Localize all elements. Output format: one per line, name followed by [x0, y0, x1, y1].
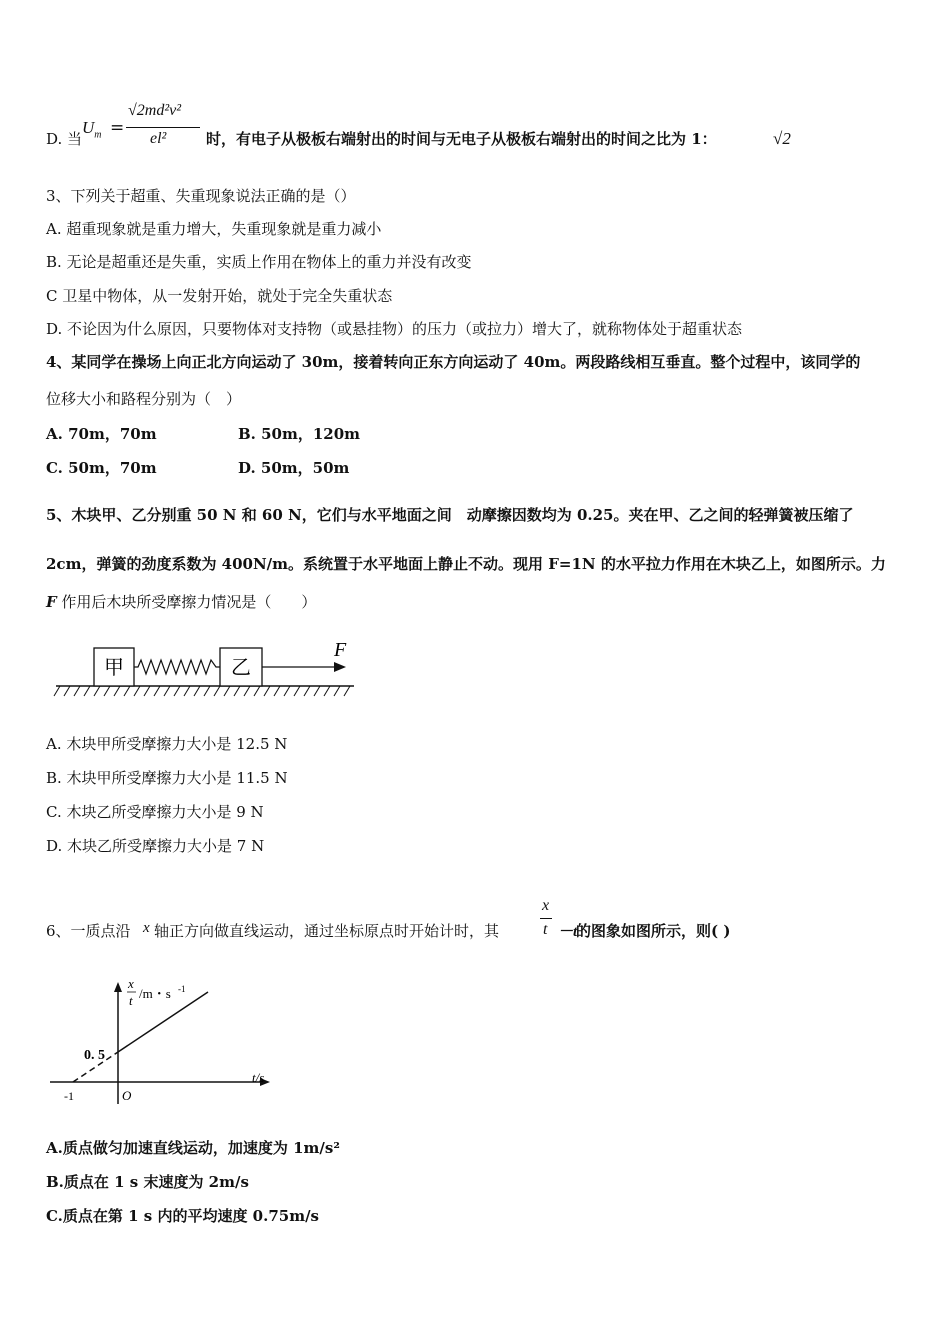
formula-equals: = [110, 118, 125, 138]
force-label: F [334, 639, 347, 661]
q6-var-x: x [143, 920, 150, 936]
q6-stem-suffix: 的图象如图所示，则( ) [576, 922, 731, 940]
q3-option-a: A. 超重现象就是重力增大，失重现象就是重力减小 [46, 220, 382, 238]
block-yi-label: 乙 [231, 657, 251, 679]
y-axis-label-num: x [128, 976, 134, 991]
q6-option-b: B.质点在 1 s 末速度为 2m/s [46, 1173, 249, 1191]
x-axis-label: t/s [252, 1070, 265, 1085]
q4-stem-line2: 位移大小和路程分别为（ ） [46, 390, 242, 408]
q3-option-c: C 卫星中物体，从一发射开始，就处于完全失重状态 [46, 287, 393, 305]
q5-spring-block-figure [50, 636, 360, 702]
force-arrow-head [334, 662, 346, 672]
q5-stem-line2: 2cm，弹簧的劲度系数为 400N/m。系统置于水平地面上静止不动。现用 F=1N 的水平拉力作用在木块乙上，如图所示。力 [46, 555, 886, 573]
q2-option-d-suffix: 时，有电子从极板右端射出的时间与无电子从极板右端射出的时间之比为 1： [206, 130, 717, 148]
q4-option-a: A. 70m，70m [46, 425, 157, 443]
q6-stem-mid: 轴正方向做直线运动，通过坐标原点时开始计时，其 [154, 922, 500, 940]
q3-stem: 3、下列关于超重、失重现象说法正确的是（） [46, 187, 356, 205]
q4-option-c: C. 50m，70m [46, 459, 157, 477]
q3-option-d: D. 不论因为什么原因，只要物体对支持物（或悬挂物）的压力（或拉力）增大了，就称物体处于超重状态 [46, 320, 743, 338]
formula-denominator: el² [150, 130, 167, 147]
q4-stem-line1: 4、某同学在操场上向正北方向运动了 30m，接着转向正东方向运动了 40m。两段路线相互垂直。整个过程中，该同学的 [46, 353, 861, 371]
y-axis-unit: /m・s [139, 986, 171, 1001]
formula-fraction-bar [126, 127, 200, 128]
spring [134, 660, 220, 674]
q6-xt-t-graph [46, 974, 286, 1110]
q5-force-var: F [46, 593, 57, 611]
y-axis-unit-exp: -1 [178, 984, 186, 994]
q5-stem-line3-rest: 作用后木块所受摩擦力情况是（ ） [56, 593, 317, 611]
y-axis-arrow [114, 982, 122, 992]
y-axis-label-den: t [129, 993, 133, 1008]
origin-label: O [122, 1088, 132, 1103]
q6-dash-t: －t [558, 924, 578, 940]
q4-option-b: B. 50m，120m [238, 425, 361, 443]
q5-option-b: B. 木块甲所受摩擦力大小是 11.5 N [46, 769, 288, 787]
q2-option-d-ratio: √2 [773, 129, 791, 148]
formula-numerator: √2md²v² [128, 102, 182, 119]
q6-option-c: C.质点在第 1 s 内的平均速度 0.75m/s [46, 1207, 319, 1225]
q6-stem-prefix: 6、一质点沿 [46, 922, 131, 940]
q5-option-d: D. 木块乙所受摩擦力大小是 7 N [46, 837, 265, 855]
intercept-x-label: -1 [64, 1089, 74, 1103]
q6-stem [46, 894, 906, 944]
q5-option-a: A. 木块甲所受摩擦力大小是 12.5 N [46, 735, 288, 753]
q6-frac-num: x [542, 897, 550, 914]
q4-option-d: D. 50m，50m [238, 459, 350, 477]
q6-frac-den: t [543, 921, 548, 938]
intercept-y-label: 0. 5 [84, 1048, 105, 1063]
q3-option-b: B. 无论是超重还是失重，实质上作用在物体上的重力并没有改变 [46, 253, 472, 271]
q6-frac-bar [540, 918, 552, 919]
q5-stem-line3 [46, 592, 316, 612]
q2-option-d-prefix: D. 当 [46, 130, 83, 148]
block-jia-label: 甲 [104, 657, 124, 679]
ground-hatch [54, 686, 350, 696]
formula-lhs: $U_m$ [82, 118, 102, 141]
q2-option-d [46, 96, 906, 156]
q5-option-c: C. 木块乙所受摩擦力大小是 9 N [46, 803, 264, 821]
q5-stem-line1: 5、木块甲、乙分别重 50 N 和 60 N，它们与水平地面之间 动摩擦因数均为 0.25。夹在甲、乙之间的轻弹簧被压缩了 [46, 506, 854, 524]
q6-option-a: A.质点做匀加速直线运动，加速度为 1m/s² [46, 1139, 340, 1157]
